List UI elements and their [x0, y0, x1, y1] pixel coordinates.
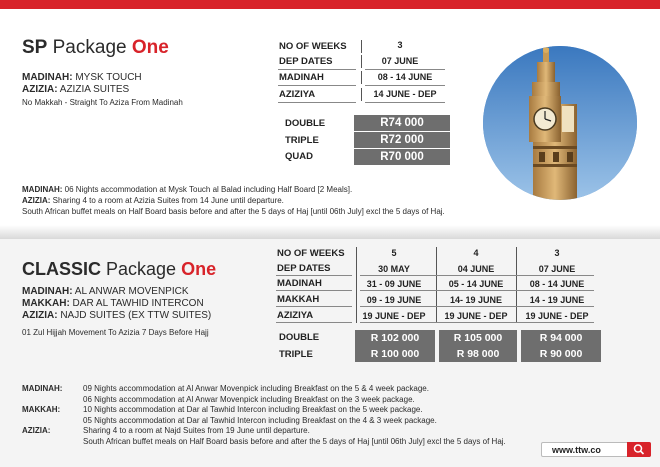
sp-price-label-quad: QUAD [285, 151, 313, 162]
classic-value-line [360, 322, 594, 323]
classic-hotel-azizia: AZIZIA: NAJD SUITES (EX TTW SUITES) [22, 310, 212, 321]
classic-desc-meals: South African buffet meals on Half Board basis before and after the 5 days of Haj [until 06th July] excl the 5 days of Haj. [83, 437, 506, 446]
classic-package-title: CLASSIC Package One [22, 259, 217, 279]
classic-price-label-double: DOUBLE [279, 332, 320, 343]
sp-separator [361, 40, 362, 53]
sp-price-label-triple: TRIPLE [285, 135, 319, 146]
classic-price-double-3: R 94 000 [521, 330, 601, 346]
section-divider [0, 225, 660, 239]
website-link[interactable] [541, 442, 651, 457]
classic-price-label-triple: TRIPLE [279, 349, 313, 360]
classic-aziziya-5: 19 JUNE - DEP [362, 311, 426, 321]
classic-value-line [360, 275, 594, 276]
sp-value-aziziya: 14 JUNE - DEP [373, 89, 437, 99]
classic-hotel-makkah: MAKKAH: DAR AL TAWHID INTERCON [22, 298, 204, 309]
classic-row-line [276, 275, 352, 276]
sp-label-weeks: NO OF WEEKS [279, 41, 347, 52]
sp-value-line [365, 69, 445, 70]
classic-desc-key-makkah: MAKKAH: [22, 405, 61, 414]
sp-label-madinah: MADINAH [279, 72, 324, 83]
sp-row-line [278, 69, 356, 70]
sp-row-line [278, 102, 356, 103]
sp-hotel-azizia: AZIZIA: AZIZIA SUITES [22, 84, 130, 95]
sp-separator [361, 55, 362, 68]
sp-note: No Makkah - Straight To Aziza From Madinah [22, 98, 183, 107]
classic-desc-madinah-2: 06 Nights accommodation at Al Anwar Movenpick including Breakfast on the 3 week package. [83, 395, 415, 404]
classic-madinah-3: 08 - 14 JUNE [529, 279, 585, 289]
sp-value-line [365, 85, 445, 86]
classic-weeks-5: 5 [391, 248, 397, 258]
classic-dep-4: 04 JUNE [457, 264, 495, 274]
website-url: www.ttw.co [552, 445, 601, 455]
clock-tower-image [483, 46, 637, 200]
sp-label-aziziya: AZIZIYA [279, 89, 316, 100]
classic-price-double-5: R 102 000 [355, 330, 435, 346]
top-accent-bar [0, 0, 660, 9]
classic-package-section [0, 239, 660, 467]
classic-desc-makkah-2: 05 Nights accommodation at Dar al Tawhid Intercon including Breakfast on the 4 & 3 week package. [83, 416, 437, 425]
classic-dep-3: 07 JUNE [538, 264, 576, 274]
classic-desc-key-azizia: AZIZIA: [22, 426, 51, 435]
classic-label-aziziya: AZIZIYA [277, 310, 314, 321]
sp-value-weeks: 3 [397, 40, 403, 50]
classic-weeks-3: 3 [554, 248, 560, 258]
sp-value-dep: 07 JUNE [381, 56, 419, 66]
classic-aziziya-3: 19 JUNE - DEP [525, 311, 589, 321]
sp-price-triple: R72 000 [354, 132, 450, 148]
sp-price-double: R74 000 [354, 115, 450, 131]
sp-desc-azizia: AZIZIA: Sharing 4 to a room at Azizia Suites from 14 June until departure. [22, 196, 284, 205]
sp-separator [361, 71, 362, 84]
sp-price-label-double: DOUBLE [285, 118, 326, 129]
classic-desc-key-madinah: MADINAH: [22, 384, 63, 393]
classic-makkah-3: 14 - 19 JUNE [529, 295, 585, 305]
sp-desc-meals: South African buffet meals on Half Board basis before and after the 5 days of Haj [until 06th July] excl the 5 days of Haj. [22, 207, 445, 216]
classic-hotel-madinah: MADINAH: AL ANWAR MOVENPICK [22, 286, 189, 297]
sp-desc-madinah: MADINAH: 06 Nights accommodation at Mysk Touch al Balad including Half Board [2 Meals]. [22, 185, 353, 194]
classic-dep-5: 30 MAY [378, 264, 410, 274]
classic-label-makkah: MAKKAH [277, 294, 320, 305]
classic-price-triple-5: R 100 000 [355, 346, 435, 362]
sp-price-quad: R70 000 [354, 149, 450, 165]
sp-package-title: SP Package One [22, 37, 169, 58]
classic-note: 01 Zul Hijjah Movement To Azizia 7 Days Before Hajj [22, 328, 209, 337]
sp-separator [361, 88, 362, 101]
classic-weeks-4: 4 [473, 248, 479, 258]
sp-value-madinah: 08 - 14 JUNE [377, 72, 433, 82]
search-button[interactable] [627, 442, 651, 457]
search-icon [627, 442, 651, 457]
classic-label-weeks: NO OF WEEKS [277, 248, 345, 259]
classic-price-triple-4: R 98 000 [439, 346, 517, 362]
classic-desc-azizia: Sharing 4 to a room at Najd Suites from 19 June until departure. [83, 426, 310, 435]
classic-makkah-5: 09 - 19 JUNE [366, 295, 422, 305]
classic-price-double-4: R 105 000 [439, 330, 517, 346]
classic-desc-makkah-1: 10 Nights accommodation at Dar al Tawhid Intercon including Breakfast on the 5 week package. [83, 405, 423, 414]
classic-label-dep: DEP DATES [277, 263, 331, 274]
sp-value-line [365, 102, 445, 103]
classic-desc-madinah-1: 09 Nights accommodation at Al Anwar Movenpick including Breakfast on the 5 & 4 week package. [83, 384, 429, 393]
classic-row-line [276, 306, 352, 307]
classic-row-line [276, 290, 352, 291]
classic-madinah-5: 31 - 09 JUNE [366, 279, 422, 289]
classic-value-line [360, 290, 594, 291]
classic-aziziya-4: 19 JUNE - DEP [444, 311, 508, 321]
classic-madinah-4: 05 - 14 JUNE [448, 279, 504, 289]
classic-value-line [360, 306, 594, 307]
sp-row-line [278, 85, 356, 86]
classic-label-madinah: MADINAH [277, 278, 322, 289]
sp-label-dep: DEP DATES [279, 56, 333, 67]
classic-price-triple-3: R 90 000 [521, 346, 601, 362]
classic-row-line [276, 322, 352, 323]
classic-makkah-4: 14- 19 JUNE [449, 295, 503, 305]
sp-hotel-madinah: MADINAH: MYSK TOUCH [22, 72, 142, 83]
